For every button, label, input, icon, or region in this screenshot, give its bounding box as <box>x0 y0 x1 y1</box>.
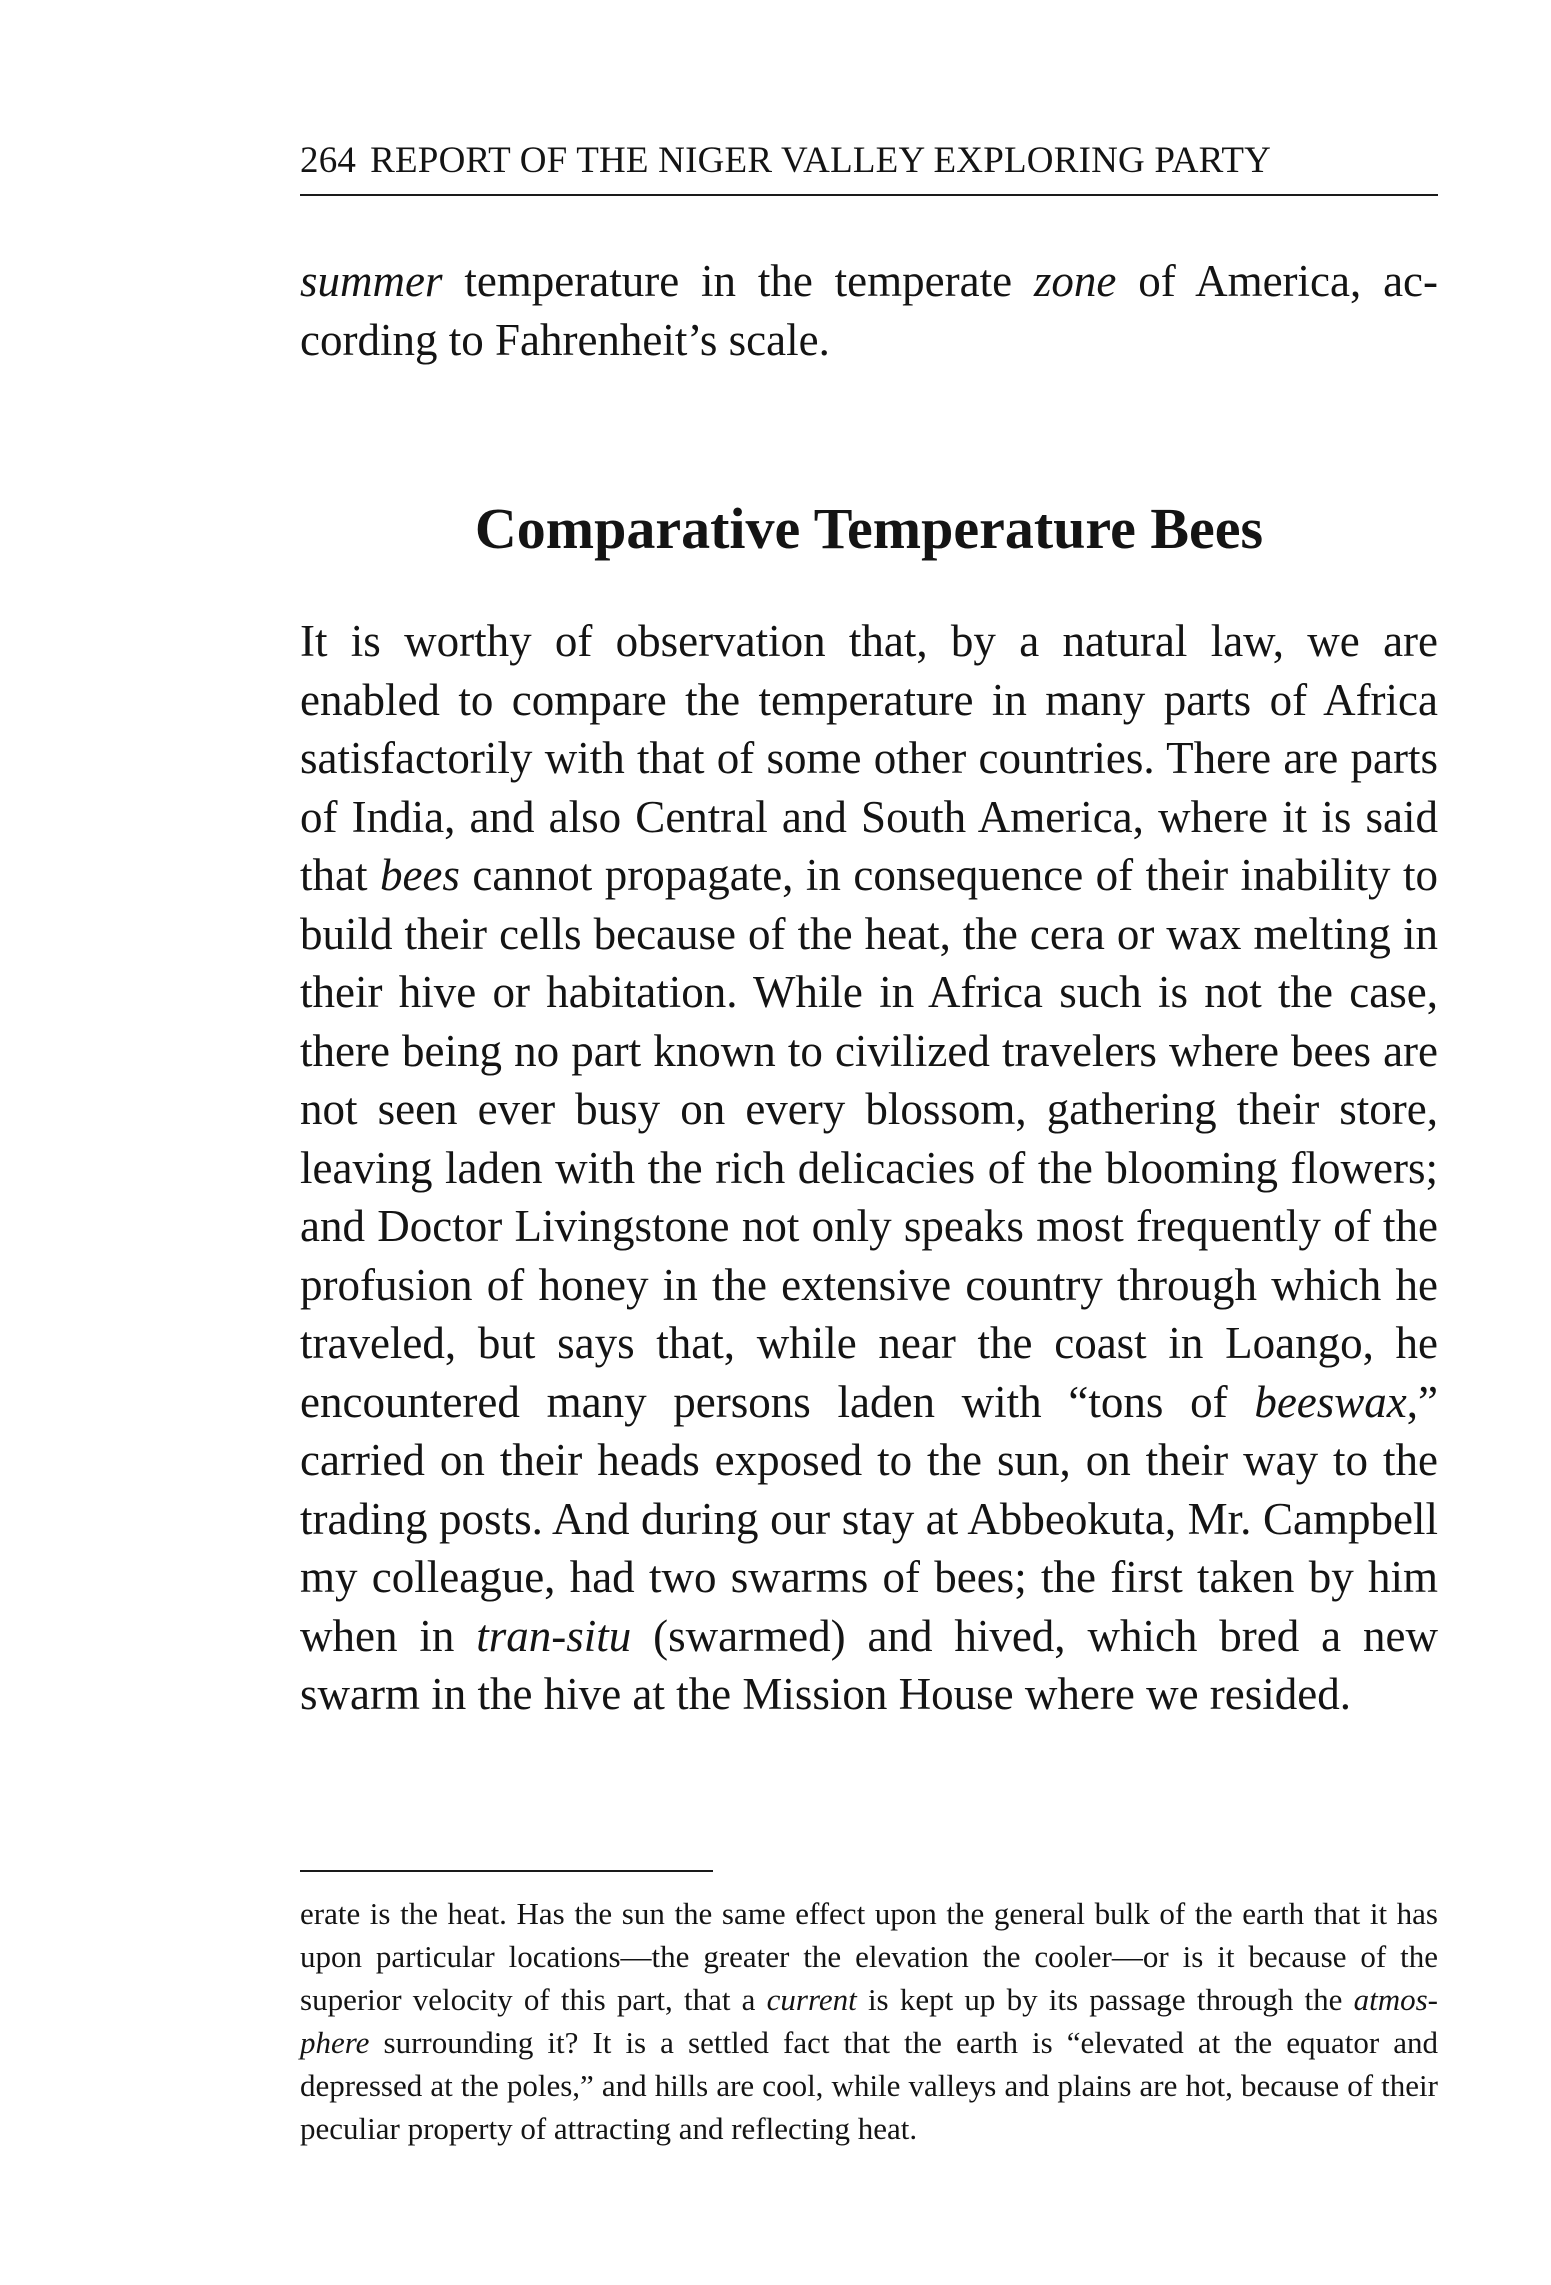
page-number: 264 <box>300 140 357 181</box>
paragraph-text-3: ,” carried on their heads exposed to the sun, on their way to the trading posts. And during our stay at Abbeokuta, Mr. Campbell my colleague, had two swarms of bees; the first taken by him when in <box>300 1376 1438 1661</box>
continued-text-2: of America, ac-cording to Fahrenheit’s scale. <box>300 256 1438 365</box>
footnote <box>300 1892 1438 2150</box>
running-head <box>300 138 1438 196</box>
footnote-rule <box>300 1870 713 1872</box>
footnote-text-1: erate is the heat. Has the sun the same effect upon the general bulk of the earth that it has upon particular locations—the greater the elevation the cooler—or is it because of the superior velocity of this part, that a <box>300 1896 1438 2017</box>
italic-transitu: tran-situ <box>476 1610 632 1661</box>
paragraph-text-2: cannot propagate, in consequence of their inability to build their cells because of the heat, the cera or wax melting in their hive or habitation. While in Africa such is not the case, there being no part known to civilized travelers where bees are not seen ever busy on every blossom, gathering their store, leaving laden with the rich delicacies of the blooming flowers; and Doctor Livingstone not only speaks most frequently of the profusion of honey in the extensive country through which he traveled, but says that, while near the coast in Loango, he encountered many persons laden with “tons of <box>300 850 1438 1427</box>
italic-beeswax: beeswax <box>1254 1376 1407 1427</box>
main-paragraph <box>300 612 1438 1724</box>
footnote-text-3: surrounding it? It is a settled fact that the earth is “elevated at the equator and depressed at the poles,” and hills are cool, while valleys and plains are hot, because of their peculiar property of attracting and reflecting heat. <box>300 2025 1438 2146</box>
footnote-text-2: is kept up by its passage through the <box>856 1982 1354 2017</box>
paragraph-text-1: It is worthy of observation that, by a natural law, we are enabled to compare the temperature in many parts of Africa satisfactorily with that of some other countries. There are parts of India, and also Central and South America, where it is said that <box>300 616 1438 900</box>
italic-zone: zone <box>1033 256 1117 306</box>
italic-current: current <box>766 1982 857 2017</box>
section-heading: Comparative Temperature Bees <box>474 496 1264 561</box>
running-title: REPORT OF THE NIGER VALLEY EXPLORING PARTY <box>370 140 1272 181</box>
italic-atmosphere: atmos-phere <box>300 1982 1438 2060</box>
italic-summer: summer <box>300 256 443 306</box>
header-rule <box>300 194 1438 196</box>
paragraph-text-4: (swarmed) and hived, which bred a new swarm in the hive at the Mission House where we resided. <box>300 1610 1438 1719</box>
continued-text-1: temperature in the temperate <box>442 256 1034 306</box>
italic-bees: bees <box>379 850 460 900</box>
continued-paragraph <box>300 252 1438 369</box>
